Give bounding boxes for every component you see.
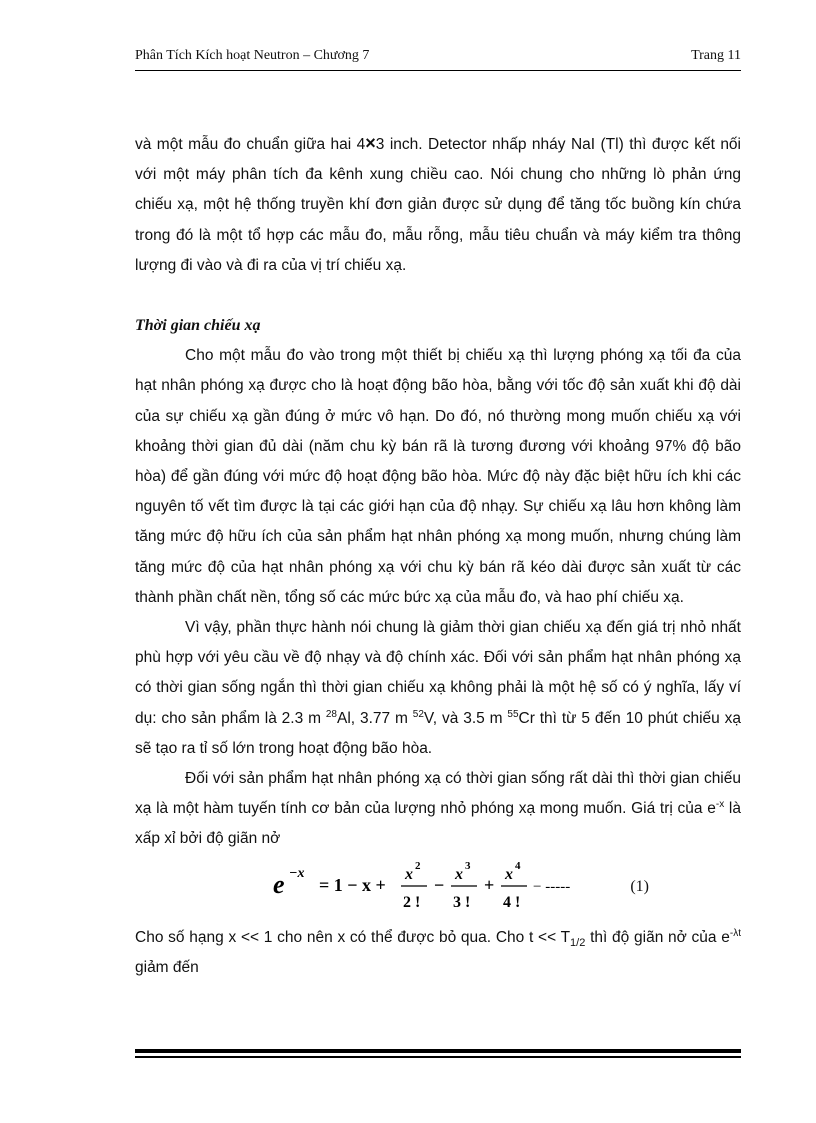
header-title: Phân Tích Kích hoạt Neutron – Chương 7 [135, 48, 370, 63]
eq-f2-pow: 3 [465, 859, 471, 872]
section-heading: Thời gian chiếu xạ [135, 317, 261, 335]
eq-f2-den: 3 ! [453, 893, 471, 911]
footer-rule-thick [135, 1049, 741, 1053]
paragraph-3: Vì vậy, phần thực hành nói chung là giảm thời gian chiếu xạ đến giá trị nhỏ nhất phù hợp với yêu cầu về độ nhạy và độ chính xác. Đối với sản phẩm hạt nhân phóng xạ có thời gian sống ngắn thì thời gian chiếu xạ không phải là một hệ số có ý nghĩa, lấy ví dụ: cho sản phẩm là 2.3 m $^{28}$Al, 3.77 m $^{52}$V, và 3.5 m $^{55}$Cr thì từ 5 đến 10 phút chiếu xạ sẽ tạo ra tỉ số lớn trong hoạt động bão hòa. [135, 619, 742, 757]
page-header [135, 48, 741, 68]
eq-f1-num: x [405, 865, 413, 883]
eq-f3-pow: 4 [515, 859, 521, 872]
eq-f3-num: x [505, 865, 513, 883]
document-body [135, 128, 741, 983]
footer-rule-thin [135, 1056, 741, 1058]
times-symbol: × [365, 133, 376, 153]
eq-f1-pow: 2 [415, 859, 421, 872]
eq-minus: − [434, 874, 445, 895]
paragraph-2: Cho một mẫu đo vào trong một thiết bị chiếu xạ thì lượng phóng xạ tối đa của hạt nhân phóng xạ được cho là hoạt động bão hòa, bằng với tốc độ sản xuất khi độ dài của sự chiếu xạ gần đúng ở mức vô hạn. Do đó, nó thường mong muốn chiếu xạ với khoảng thời gian đủ dài (năm chu kỳ bán rã là tương đương với khoảng 97% độ bão hòa) để gần đúng với mức độ hoạt động bão hòa. Mức độ này đặc biệt hữu ích khi các nguyên tố vết tìm được là tại các giới hạn của độ nhạy. Sự chiếu xạ lâu hơn không làm tăng mức độ hữu ích của sản phẩm hạt nhân phóng xạ mong muốn, nhưng chúng làm tăng mức độ của hạt nhân phóng xạ với chu kỳ bán rã kéo dài được sản xuất từ các thành phần chất nền, tổng số các mức bức xạ của mẫu đo, và hao phí chiếu xạ. [135, 347, 741, 606]
eq-f2-num: x [455, 865, 463, 883]
eq-f3-den: 4 ! [503, 893, 521, 911]
eq-e-exponent: −x [289, 865, 305, 881]
paragraph-4: Đối với sản phẩm hạt nhân phóng xạ có thời gian sống rất dài thì thời gian chiếu xạ là một hàm tuyến tính cơ bản của lượng nhỏ phóng xạ mong muốn. Giá trị của $e^{-x}$ là xấp xỉ bởi độ giãn nở [135, 770, 741, 848]
eq-tail: − ----- [533, 878, 571, 895]
header-page-number: Trang 11 [691, 48, 741, 63]
eq-main: = 1 − x + [319, 874, 386, 895]
header-rule [135, 70, 741, 71]
equation-graphic [265, 857, 585, 919]
equation-1 [135, 857, 741, 919]
eq-e: e [273, 869, 285, 899]
equation-number: (1) [630, 877, 649, 895]
eq-plus: + [484, 874, 495, 895]
paragraph-1: và một mẫu đo chuẩn giữa hai 4×3 inch. Detector nhấp nháy NaI (Tl) thì được kết nối với một máy phân tích đa kênh xung chiều cao. Nói chung cho những lò phản ứng chiếu xạ, một hệ thống truyền khí đơn giản được sử dụng để tăng tốc buồng kín chứa trong đó là một tổ hợp các mẫu đo, mẫu rỗng, mẫu tiêu chuẩn và máy kiểm tra thông lượng đi vào và đi ra của vị trí chiếu xạ. [135, 133, 742, 274]
eq-f1-den: 2 ! [403, 893, 421, 911]
paragraph-5: Cho số hạng x << 1 cho nên x có thể được bỏ qua. Cho $t << T_{1/2}$ thì độ giãn nở của $e^{-\lambda t}$ giảm đến [135, 927, 742, 976]
